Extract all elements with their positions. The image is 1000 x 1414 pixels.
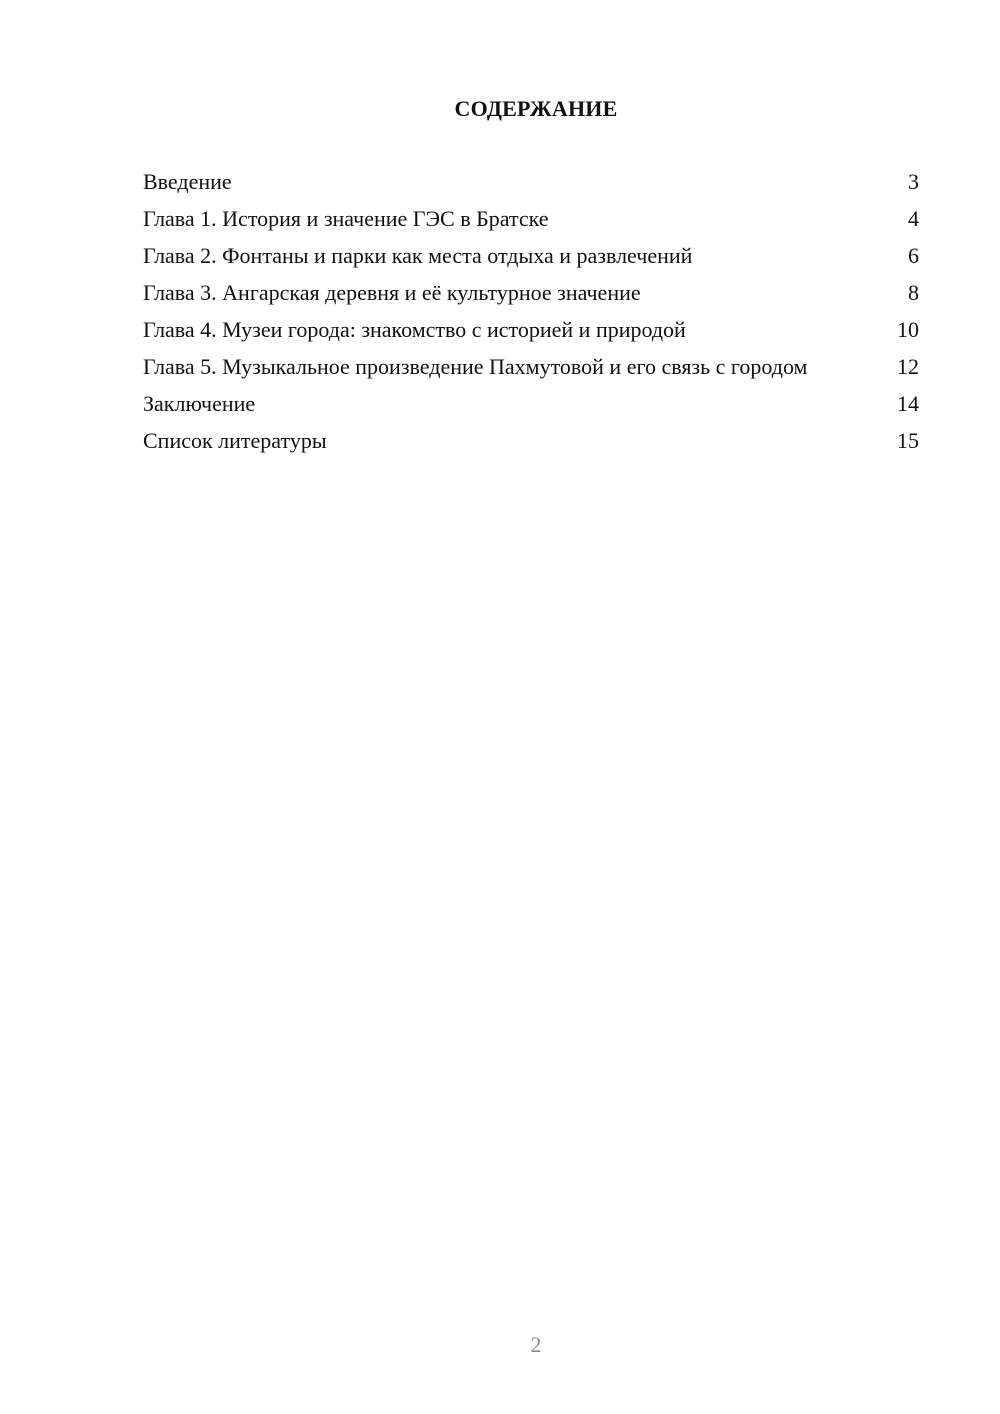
toc-entry[interactable] (143, 242, 919, 269)
toc-entry[interactable] (143, 427, 919, 454)
toc-entry-page: 14 (897, 391, 919, 416)
page-title: СОДЕРЖАНИЕ (454, 96, 618, 121)
toc-entry-page: 15 (897, 428, 919, 453)
toc-entry-label: Глава 3. Ангарская деревня и её культурное значение (143, 280, 641, 305)
toc-entry-label: Глава 1. История и значение ГЭС в Братске (143, 206, 549, 231)
toc-entry-page: 6 (908, 243, 919, 268)
toc-entry[interactable] (143, 168, 919, 195)
toc-entry-label: Список литературы (143, 428, 327, 453)
toc-entry-label: Заключение (143, 391, 256, 416)
toc-entry-label: Глава 4. Музеи города: знакомство с историей и природой (143, 317, 686, 342)
toc-entry-label: Глава 2. Фонтаны и парки как места отдыха и развлечений (143, 243, 693, 268)
toc-entry[interactable] (143, 316, 919, 343)
toc-entry-page: 8 (908, 280, 919, 305)
toc-entry[interactable] (143, 353, 919, 380)
toc-entry-page: 4 (908, 206, 919, 231)
toc-entry[interactable] (143, 205, 919, 232)
toc-entry[interactable] (143, 279, 919, 306)
toc-entry-page: 3 (908, 169, 919, 194)
toc-entry-label: Глава 5. Музыкальное произведение Пахмутовой и его связь с городом (143, 354, 808, 379)
table-of-contents (143, 168, 919, 464)
toc-entry-page: 10 (897, 317, 919, 342)
toc-entry-page: 12 (897, 354, 919, 379)
page-number: 2 (530, 1332, 542, 1357)
toc-entry[interactable] (143, 390, 919, 417)
toc-entry-label: Введение (143, 169, 232, 194)
